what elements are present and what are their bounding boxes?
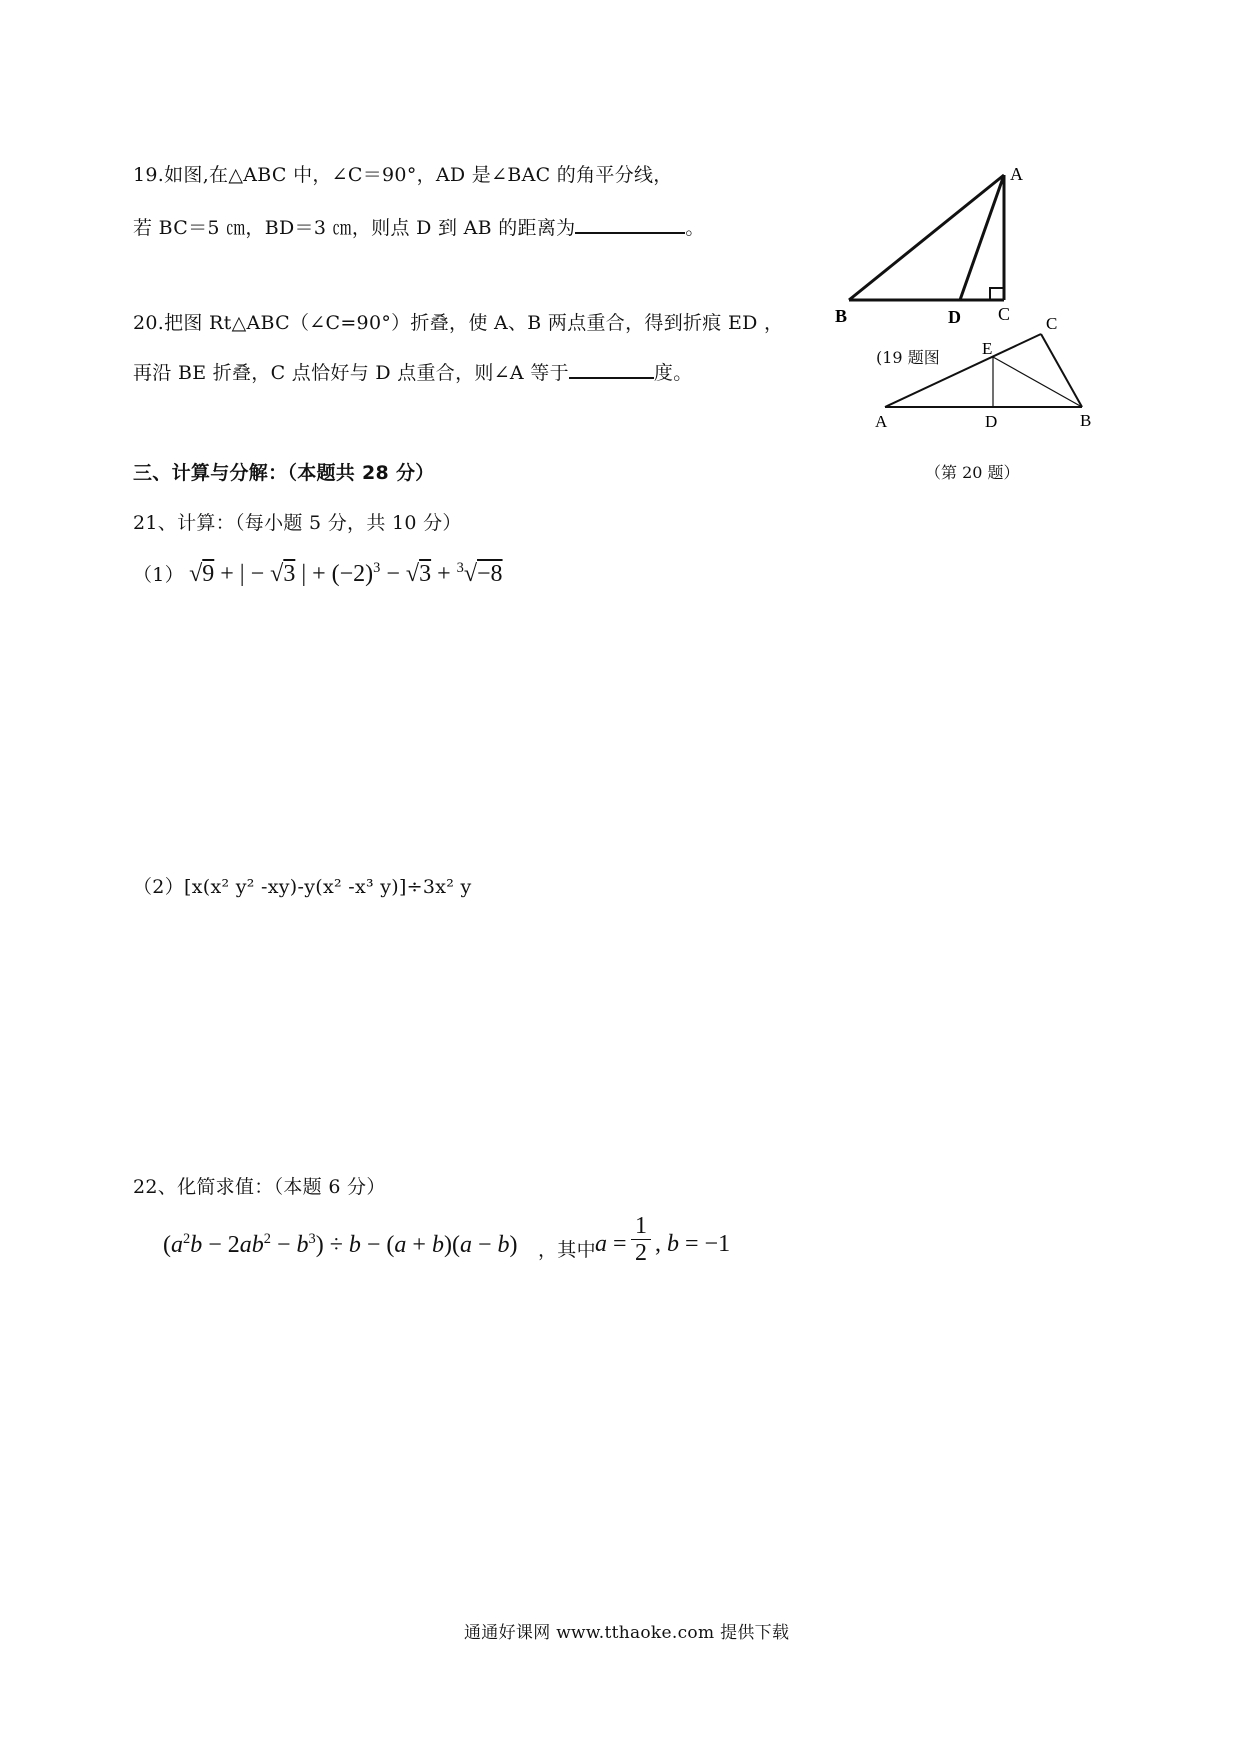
q19-line2-end: 。 <box>685 217 705 239</box>
q21-title: 21、计算：（每小题 5 分，共 10 分） <box>133 512 462 534</box>
q21-p1-label: （1） <box>133 564 184 586</box>
label-d: D <box>985 412 998 431</box>
q19-line1: 19.如图,在△ABC 中，∠C＝90°，AD 是∠BAC 的角平分线， <box>133 164 673 186</box>
right-angle-mark <box>990 288 1004 300</box>
label-a: A <box>1010 164 1023 184</box>
footer-text: 通通好课网 www.tthaoke.com 提供下载 <box>464 1623 790 1643</box>
q21-p2-expression: [x(x² y² -xy)-y(x² -x³ y)]÷3x² y <box>184 876 472 898</box>
q19-line2-text: 若 BC＝5 ㎝，BD＝3 ㎝，则点 D 到 AB 的距离为 <box>133 217 576 239</box>
q20-line2 <box>133 357 693 385</box>
q20-answer-blank[interactable] <box>569 357 654 379</box>
q22-title: 22、化简求值：（本题 6 分） <box>133 1176 386 1198</box>
q22-fraction: 1 2 <box>631 1213 651 1266</box>
figure-19-caption: (19 题图 <box>876 348 940 367</box>
q22-where: ，其中 <box>538 1239 596 1261</box>
q21-p2-label: （2） <box>133 876 184 898</box>
label-a: A <box>875 412 888 431</box>
label-c: C <box>1046 314 1058 333</box>
figure-20 <box>870 305 1100 435</box>
q21-part1 <box>133 560 503 588</box>
label-b: B <box>1080 411 1092 430</box>
label-c: C <box>998 304 1011 324</box>
label-b: B <box>835 306 848 326</box>
q22-condition-b: , b = −1 <box>655 1231 731 1257</box>
figure-20-caption: （第 20 题） <box>925 463 1020 482</box>
q21-part2 <box>133 872 472 899</box>
label-d: D <box>948 307 961 327</box>
q19-line2 <box>133 212 705 240</box>
label-e: E <box>982 339 993 358</box>
q22-condition: a = <box>595 1231 627 1257</box>
q20-line2-text: 再沿 BE 折叠，C 点恰好与 D 点重合，则∠A 等于 <box>133 362 569 384</box>
q19-answer-blank[interactable] <box>575 212 685 234</box>
section-3-title: 三、计算与分解：（本题共 28 分） <box>133 462 435 484</box>
q20-line2-end: 度。 <box>653 362 693 384</box>
q21-p1-expression: √9 + | − √3 | + $(-2)^3 - √3 + ^3√-8$ <box>189 560 503 587</box>
q20-line1: 20.把图 Rt△ABC（∠C=90°）折叠，使 A、B 两点重合，得到折痕 ED ， <box>133 312 784 334</box>
q22-expression: $(a^2b - 2ab^2 - b^3) \div b - (a + b)(a - b)$ <box>163 1231 518 1258</box>
